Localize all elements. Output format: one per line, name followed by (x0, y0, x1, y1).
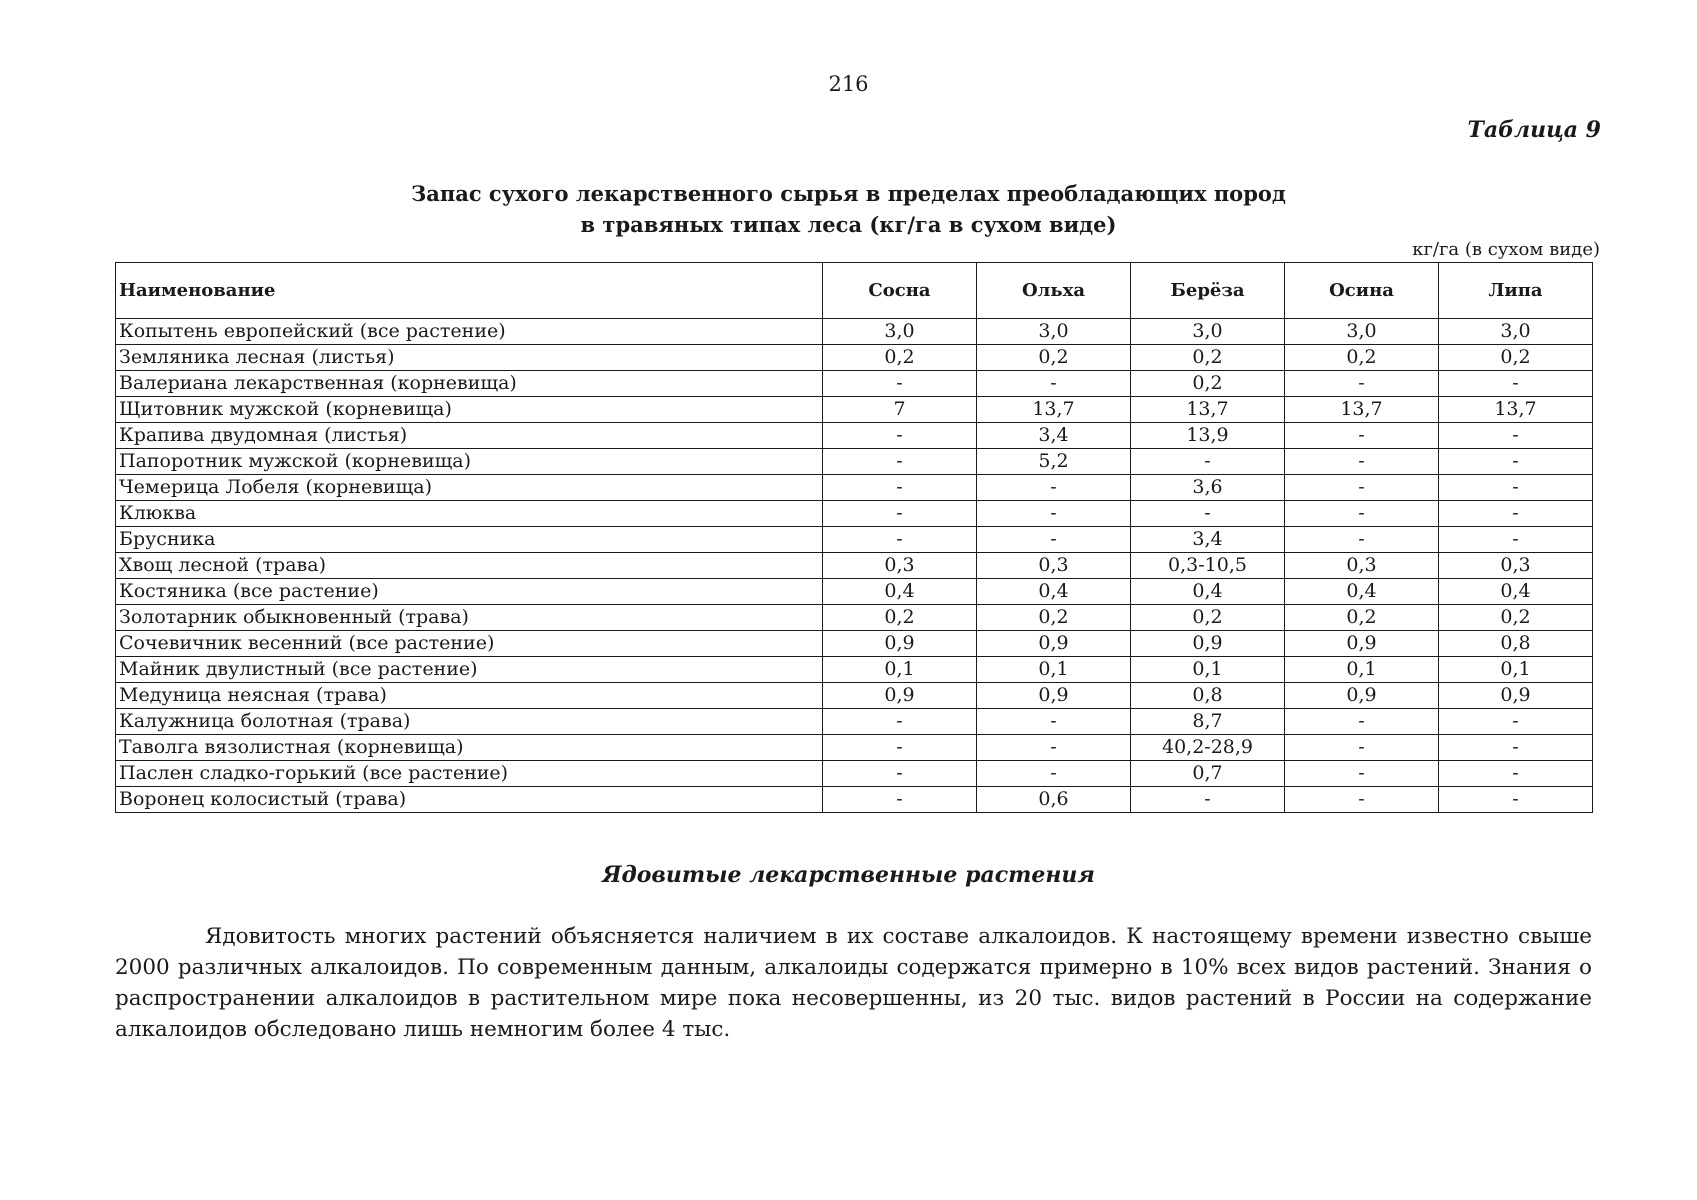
row-value-cell: - (1285, 527, 1439, 553)
row-value-cell: - (1439, 449, 1593, 475)
row-plant-name: Валериана лекарственная (корневища) (116, 371, 823, 397)
row-value-cell: 0,9 (823, 631, 977, 657)
row-value-cell: 7 (823, 397, 977, 423)
row-plant-name: Калужница болотная (трава) (116, 709, 823, 735)
row-value-cell: - (823, 735, 977, 761)
row-value-cell: 13,7 (977, 397, 1131, 423)
row-value-cell: 0,8 (1131, 683, 1285, 709)
row-value-cell: - (823, 475, 977, 501)
table-row (116, 475, 1593, 501)
row-value-cell: 0,9 (977, 683, 1131, 709)
page-number: 216 (828, 72, 869, 96)
row-value-cell: - (1285, 709, 1439, 735)
table-row (116, 501, 1593, 527)
row-value-cell: 0,9 (977, 631, 1131, 657)
row-value-cell: - (977, 501, 1131, 527)
row-value-cell: 8,7 (1131, 709, 1285, 735)
header-linden: Липа (1439, 263, 1593, 319)
table-row (116, 735, 1593, 761)
units-note: кг/га (в сухом виде) (1412, 239, 1600, 260)
row-plant-name: Майник двулистный (все растение) (116, 657, 823, 683)
row-plant-name: Земляника лесная (листья) (116, 345, 823, 371)
row-value-cell: 0,3 (823, 553, 977, 579)
row-value-cell: - (977, 371, 1131, 397)
table-row (116, 527, 1593, 553)
row-plant-name: Медуница неясная (трава) (116, 683, 823, 709)
row-value-cell: - (823, 787, 977, 813)
table-row (116, 579, 1593, 605)
table-row (116, 345, 1593, 371)
row-value-cell: - (1439, 423, 1593, 449)
row-value-cell: 0,2 (1131, 605, 1285, 631)
row-value-cell: - (977, 709, 1131, 735)
row-value-cell: 0,2 (1285, 345, 1439, 371)
row-value-cell: - (1439, 475, 1593, 501)
row-value-cell: - (823, 761, 977, 787)
table-row (116, 371, 1593, 397)
row-value-cell: 13,7 (1285, 397, 1439, 423)
row-value-cell: - (1439, 761, 1593, 787)
row-value-cell: - (1439, 709, 1593, 735)
row-value-cell: - (1285, 475, 1439, 501)
row-value-cell: 0,2 (1131, 345, 1285, 371)
row-value-cell: - (1285, 371, 1439, 397)
row-plant-name: Костяника (все растение) (116, 579, 823, 605)
row-value-cell: - (1285, 787, 1439, 813)
row-value-cell: 0,1 (977, 657, 1131, 683)
row-value-cell: 0,2 (823, 345, 977, 371)
row-value-cell: - (1285, 501, 1439, 527)
row-plant-name: Паслен сладко-горький (все растение) (116, 761, 823, 787)
row-value-cell: - (823, 449, 977, 475)
data-table (115, 262, 1593, 813)
row-plant-name: Крапива двудомная (листья) (116, 423, 823, 449)
row-value-cell: 0,1 (823, 657, 977, 683)
row-value-cell: - (823, 527, 977, 553)
row-value-cell: 0,4 (1285, 579, 1439, 605)
row-value-cell: 0,9 (1131, 631, 1285, 657)
row-value-cell: - (977, 527, 1131, 553)
row-value-cell: 0,2 (1439, 605, 1593, 631)
row-value-cell: 0,4 (1439, 579, 1593, 605)
table-row (116, 449, 1593, 475)
row-value-cell: - (1439, 735, 1593, 761)
row-value-cell: - (1439, 371, 1593, 397)
row-value-cell: 0,2 (1439, 345, 1593, 371)
row-value-cell: 13,7 (1131, 397, 1285, 423)
row-value-cell: 0,2 (977, 605, 1131, 631)
table-row (116, 709, 1593, 735)
row-value-cell: - (1439, 501, 1593, 527)
row-value-cell: 0,4 (977, 579, 1131, 605)
row-value-cell: - (1285, 449, 1439, 475)
table-row (116, 787, 1593, 813)
table-row (116, 761, 1593, 787)
row-value-cell: 5,2 (977, 449, 1131, 475)
row-value-cell: 3,0 (1439, 319, 1593, 345)
row-value-cell: - (823, 371, 977, 397)
row-value-cell: - (1439, 527, 1593, 553)
row-plant-name: Папоротник мужской (корневища) (116, 449, 823, 475)
row-value-cell: 0,1 (1131, 657, 1285, 683)
table-row (116, 423, 1593, 449)
table-row (116, 605, 1593, 631)
row-value-cell: - (1131, 787, 1285, 813)
row-value-cell: 3,4 (1131, 527, 1285, 553)
table-row (116, 397, 1593, 423)
row-plant-name: Хвощ лесной (трава) (116, 553, 823, 579)
row-value-cell: 0,3 (1285, 553, 1439, 579)
row-value-cell: 0,7 (1131, 761, 1285, 787)
row-value-cell: 0,4 (823, 579, 977, 605)
row-plant-name: Клюква (116, 501, 823, 527)
table-header-row (116, 263, 1593, 319)
table-caption: Таблица 9 (1467, 117, 1601, 143)
row-value-cell: - (1439, 787, 1593, 813)
row-value-cell: 0,4 (1131, 579, 1285, 605)
row-value-cell: 0,9 (1439, 683, 1593, 709)
row-value-cell: - (823, 709, 977, 735)
header-alder: Ольха (977, 263, 1131, 319)
row-value-cell: 0,1 (1439, 657, 1593, 683)
table-row (116, 319, 1593, 345)
row-value-cell: 0,2 (977, 345, 1131, 371)
row-value-cell: 3,6 (1131, 475, 1285, 501)
row-plant-name: Воронец колосистый (трава) (116, 787, 823, 813)
row-value-cell: 0,2 (1131, 371, 1285, 397)
header-aspen: Осина (1285, 263, 1439, 319)
section-heading: Ядовитые лекарственные растения (602, 862, 1095, 888)
row-plant-name: Золотарник обыкновенный (трава) (116, 605, 823, 631)
row-value-cell: - (977, 475, 1131, 501)
row-value-cell: 0,9 (1285, 631, 1439, 657)
row-value-cell: 13,7 (1439, 397, 1593, 423)
row-value-cell: 3,0 (823, 319, 977, 345)
table-row (116, 553, 1593, 579)
row-value-cell: 0,9 (823, 683, 977, 709)
row-value-cell: 3,0 (977, 319, 1131, 345)
body-paragraph: Ядовитость многих растений объясняется наличием в их составе алкалоидов. К настоящему времени известно свыше 2000 различных алкалоидов. По современным данным, алкалоиды содержатся примерно в 10% всех видов растений. Знания о распространении алкалоидов в растительном мире пока несовершенны, из 20 тыс. видов растений в России на содержание алкалоидов обследовано лишь немногим более 4 тыс. (115, 924, 1592, 1042)
row-value-cell: - (1285, 761, 1439, 787)
row-value-cell: 40,2-28,9 (1131, 735, 1285, 761)
row-value-cell: - (977, 735, 1131, 761)
row-value-cell: 0,8 (1439, 631, 1593, 657)
row-value-cell: 3,4 (977, 423, 1131, 449)
row-plant-name: Таволга вязолистная (корневища) (116, 735, 823, 761)
row-plant-name: Брусника (116, 527, 823, 553)
header-birch: Берёза (1131, 263, 1285, 319)
row-value-cell: 0,3 (977, 553, 1131, 579)
row-value-cell: 0,3 (1439, 553, 1593, 579)
row-value-cell: - (1285, 423, 1439, 449)
table-title-line-1: Запас сухого лекарственного сырья в пределах преобладающих пород (411, 181, 1286, 206)
row-value-cell: - (977, 761, 1131, 787)
table-row (116, 683, 1593, 709)
row-value-cell: 3,0 (1131, 319, 1285, 345)
row-value-cell: - (823, 423, 977, 449)
table-row (116, 657, 1593, 683)
row-value-cell: 0,2 (1285, 605, 1439, 631)
table-title (0, 178, 1697, 240)
row-value-cell: - (1285, 735, 1439, 761)
header-name: Наименование (116, 263, 823, 319)
row-value-cell: 13,9 (1131, 423, 1285, 449)
row-value-cell: 0,2 (823, 605, 977, 631)
row-value-cell: 0,9 (1285, 683, 1439, 709)
row-value-cell: - (1131, 501, 1285, 527)
row-value-cell: 0,6 (977, 787, 1131, 813)
row-value-cell: - (1131, 449, 1285, 475)
row-value-cell: - (823, 501, 977, 527)
table-title-line-2: в травяных типах леса (кг/га в сухом виде) (580, 212, 1117, 237)
table-body (116, 319, 1593, 813)
row-value-cell: 3,0 (1285, 319, 1439, 345)
row-value-cell: 0,1 (1285, 657, 1439, 683)
row-plant-name: Сочевичник весенний (все растение) (116, 631, 823, 657)
row-plant-name: Щитовник мужской (корневища) (116, 397, 823, 423)
table-row (116, 631, 1593, 657)
row-plant-name: Копытень европейский (все растение) (116, 319, 823, 345)
row-plant-name: Чемерица Лобеля (корневища) (116, 475, 823, 501)
row-value-cell: 0,3-10,5 (1131, 553, 1285, 579)
header-pine: Сосна (823, 263, 977, 319)
